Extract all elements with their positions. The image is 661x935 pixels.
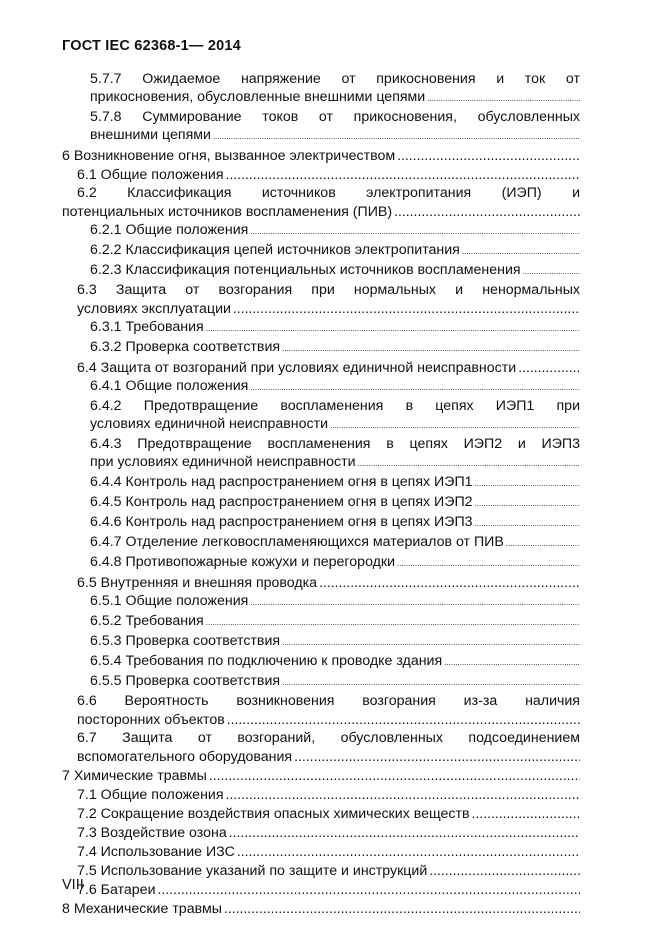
toc-entry-7[interactable] [62, 766, 580, 785]
toc-entry-text: 6.4.6 Контроль над распространением огня в цепях ИЭП3 [90, 514, 473, 530]
leader-dots [475, 475, 580, 493]
leader-dots [282, 634, 580, 652]
toc-entry-text: 7.1 Общие положения [77, 787, 224, 803]
toc-entry-text: прикосновения, обусловленные внешними цепями [90, 89, 426, 105]
leader-dots [506, 535, 580, 553]
toc-entry-6-4-4[interactable] [62, 473, 580, 493]
toc-entry-text: 6.4.5 Контроль над распространением огня в цепях ИЭП2 [90, 494, 473, 510]
toc-entry-6-6[interactable] [62, 692, 580, 729]
toc-entry-text: 6.5.3 Проверка соответствия [90, 633, 281, 649]
toc-entry-text: 6.6 Вероятность возникновения возгорания из-за наличия [77, 693, 580, 709]
toc-entry-text: 8 Механические травмы [62, 901, 222, 917]
leader-dots [397, 146, 580, 164]
toc-entry-text: 6.4.7 Отделение легковоспламеняющихся материалов от ПИВ [90, 534, 504, 550]
toc-entry-6-2-2[interactable] [62, 241, 580, 261]
leader-dots [330, 417, 580, 435]
leader-dots [282, 340, 580, 358]
toc-entry-text: 5.7.8 Суммирование токов от прикосновения, обусловленных [90, 109, 580, 125]
toc-entry-text: 6.5.2 Требования [90, 613, 204, 629]
leader-dots [429, 861, 580, 879]
toc-entry-text: 6.4.4 Контроль над распространением огня в цепях ИЭП1 [90, 474, 473, 490]
leader-dots [472, 804, 580, 822]
toc-entry-text: 6.3.1 Требования [90, 319, 204, 335]
toc-entry-text: при условиях единичной неисправности [90, 454, 356, 470]
toc-entry-text: 7.4 Использование ИЗС [77, 844, 235, 860]
leader-dots [518, 358, 580, 376]
leader-dots [282, 674, 580, 692]
toc-entry-6[interactable] [62, 146, 580, 165]
leader-dots [213, 128, 580, 146]
toc-entry-6-5-4[interactable] [62, 652, 580, 672]
toc-entry-text: условиях единичной неисправности [90, 416, 329, 432]
toc-entry-text: 6 Возникновение огня, вызванное электричеством [62, 148, 396, 164]
leader-dots [209, 766, 580, 784]
toc-entry-6-5-3[interactable] [62, 632, 580, 652]
toc-entry-6-2-3[interactable] [62, 261, 580, 281]
toc-entry-text: 6.3 Защита от возгорания при нормальных и ненормальных [77, 282, 580, 298]
toc-entry-7-6[interactable] [62, 880, 580, 899]
toc-entry-7-2[interactable] [62, 804, 580, 823]
toc-entry-text: 6.7 Защита от возгораний, обусловленных подсоединением [77, 730, 580, 746]
leader-dots [475, 495, 580, 513]
leader-dots [475, 515, 580, 533]
toc-entry-8[interactable] [62, 899, 580, 918]
leader-dots [206, 320, 580, 338]
toc-entry-6-5-2[interactable] [62, 612, 580, 632]
toc-entry-text: 6.2.2 Классификация цепей источников электропитания [90, 242, 460, 258]
leader-dots [394, 202, 580, 220]
toc-entry-text: 6.5.1 Общие положения [90, 593, 249, 609]
toc-entry-6-3-1[interactable] [62, 318, 580, 338]
toc-entry-text: 6.4 Защита от возгораний при условиях единичной неисправности [77, 360, 517, 376]
toc-entry-7-3[interactable] [62, 823, 580, 842]
toc-entry-text: 7.3 Воздействие озона [77, 825, 227, 841]
toc-entry-text: 6.1 Общие положения [77, 167, 224, 183]
toc-entry-6-5-1[interactable] [62, 592, 580, 612]
leader-dots [226, 165, 580, 183]
toc-entry-5-7-8[interactable] [62, 108, 580, 146]
toc-entry-6-1[interactable] [62, 165, 580, 184]
leader-dots [250, 379, 580, 397]
toc-entry-6-4-2[interactable] [62, 397, 580, 435]
toc-entry-6-5-5[interactable] [62, 672, 580, 692]
toc-entry-6-3-2[interactable] [62, 338, 580, 358]
toc-entry-text: 7.6 Батареи [77, 882, 156, 898]
leader-dots [444, 654, 580, 672]
toc-entry-6-4-8[interactable] [62, 553, 580, 573]
leader-dots [523, 263, 580, 281]
toc-entry-6-4-5[interactable] [62, 493, 580, 513]
document-header: ГОСТ IEC 62368-1— 2014 [62, 38, 241, 54]
leader-dots [229, 823, 580, 841]
leader-dots [358, 455, 581, 473]
toc-entry-text: 6.2.3 Классификация потенциальных источников воспламенения [90, 262, 521, 278]
leader-dots [158, 880, 581, 898]
toc-entry-text: 7.5 Использование указаний по защите и инструкций [77, 863, 428, 879]
leader-dots [250, 223, 580, 241]
page-number: VIII [62, 877, 84, 893]
toc-entry-6-5[interactable] [62, 573, 580, 592]
toc-entry-6-4-1[interactable] [62, 377, 580, 397]
toc-entry-6-2-1[interactable] [62, 221, 580, 241]
toc-entry-text: 6.5 Внутренняя и внешняя проводка [77, 575, 318, 591]
toc-entry-text: 6.4.3 Предотвращение воспламенения в цепях ИЭП2 и ИЭП3 [90, 436, 580, 452]
toc-entry-6-7[interactable] [62, 729, 580, 766]
toc-entry-text: 6.3.2 Проверка соответствия [90, 339, 281, 355]
toc-entry-6-4-7[interactable] [62, 533, 580, 553]
toc-entry-text: вспомогательного оборудования [77, 749, 293, 765]
table-of-contents [62, 70, 580, 918]
leader-dots [237, 842, 580, 860]
leader-dots [226, 785, 580, 803]
leader-dots [233, 299, 580, 317]
leader-dots [427, 90, 580, 108]
toc-entry-text: 7.2 Сокращение воздействия опасных химических веществ [77, 806, 470, 822]
toc-entry-text: 5.7.7 Ожидаемое напряжение от прикосновения и ток от [90, 71, 580, 87]
toc-entry-7-4[interactable] [62, 842, 580, 861]
leader-dots [319, 573, 580, 591]
toc-entry-6-2[interactable] [62, 184, 580, 221]
toc-entry-6-4-3[interactable] [62, 435, 580, 473]
toc-entry-6-4-6[interactable] [62, 513, 580, 533]
leader-dots [224, 899, 580, 917]
toc-entry-6-4[interactable] [62, 358, 580, 377]
leader-dots [294, 747, 580, 765]
toc-entry-text: 6.4.8 Противопожарные кожухи и перегородки [90, 554, 396, 570]
toc-entry-7-5[interactable] [62, 861, 580, 880]
toc-entry-text: внешними цепями [90, 127, 211, 143]
toc-entry-text: 6.4.2 Предотвращение воспламенения в цепях ИЭП1 при [90, 398, 580, 414]
leader-dots [397, 555, 580, 573]
toc-entry-5-7-7[interactable] [62, 70, 580, 108]
toc-entry-6-3[interactable] [62, 281, 580, 318]
leader-dots [462, 243, 580, 261]
toc-entry-text: 6.5.4 Требования по подключению к проводке здания [90, 653, 443, 669]
leader-dots [250, 594, 580, 612]
toc-entry-text: 6.4.1 Общие положения [90, 378, 249, 394]
toc-entry-text: 6.2 Классификация источников электропитания (ИЭП) и [77, 185, 580, 201]
toc-entry-text: 6.5.5 Проверка соответствия [90, 673, 281, 689]
toc-entry-text: 6.2.1 Общие положения [90, 222, 249, 238]
toc-entry-text: посторонних объектов [77, 712, 225, 728]
toc-entry-text: условиях эксплуатации [77, 301, 231, 317]
leader-dots [227, 710, 580, 728]
toc-entry-text: 7 Химические травмы [62, 768, 207, 784]
toc-entry-7-1[interactable] [62, 785, 580, 804]
toc-entry-text: потенциальных источников воспламенения (ПИВ) [62, 204, 393, 220]
leader-dots [206, 614, 580, 632]
